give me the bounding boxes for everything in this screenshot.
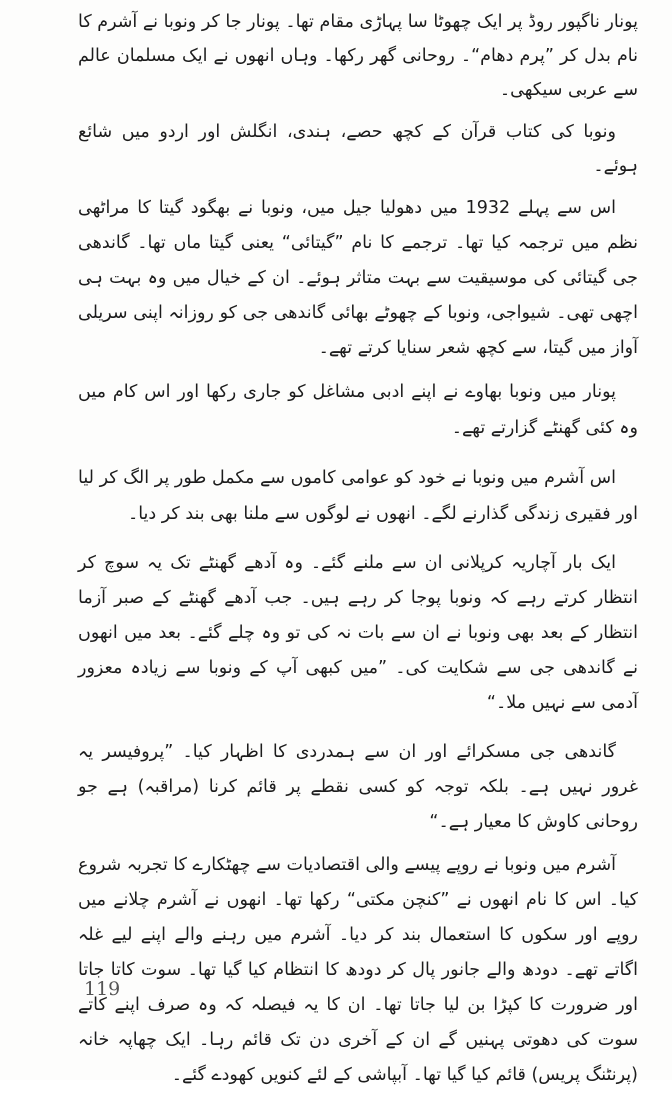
paragraph-gandhi-reply: گاندھی جی مسکرائے اور ان سے ہمدردی کا اظہار کیا۔ ”پروفیسر یہ غرور نہیں ہے۔ بلکہ توجہ کو کسی نقطے پر قائم کرنا (مراقبہ) ہے جو روحانی کاوش کا معیار ہے۔“ — [78, 742, 638, 833]
paragraph-seclusion: اس آشرم میں ونوبا نے خود کو عوامی کاموں سے مکمل طور پر الگ کر لیا اور فقیری زندگی گذارنے لگے۔ انھوں نے لوگوں سے ملنا بھی بند کر دیا۔ — [78, 468, 638, 525]
paragraph-literary-pursuits: پونار میں ونوبا بھاوے نے اپنے ادبی مشاغل کو جاری رکھا اور اس کام میں وہ کئی گھنٹے گزارتے تھے۔ — [78, 382, 638, 439]
page-number: 119 — [84, 978, 121, 1000]
body-text — [78, 6, 638, 1093]
paragraph-ponar-ashram: پونار ناگپور روڈ پر ایک چھوٹا سا پہاڑی مقام تھا۔ پونار جا کر ونوبا نے آشرم کا نام بدل کر ”پرم دھام“۔ روحانی گھر رکھا۔ وہاں انھوں نے ایک مسلمان عالم سے عربی سیکھی۔ — [78, 12, 638, 100]
paragraph-geetai: اس سے پہلے 1932 میں دھولیا جیل میں، ونوبا نے بھگود گیتا کا مراٹھی نظم میں ترجمہ کیا تھا۔ ترجمے کا نام ”گیتائی“ یعنی گیتا ماں تھا۔ گاندھی جی گیتائی کی موسیقیت سے بہت متاثر ہوئے۔ ان کے خیال میں وہ بہت ہی اچھی تھی۔ شیواجی، ونوبا کے چھوٹے بھائی گاندھی جی کو روزانہ اپنی سریلی آواز میں گیتا، سے کچھ شعر سنایا کرتے تھے۔ — [78, 198, 638, 359]
paragraph-quran-book: ونوبا کی کتاب قرآن کے کچھ حصے، ہندی، انگلش اور اردو میں شائع ہوئے۔ — [78, 122, 638, 177]
paragraph-kanchan-mukti: آشرم میں ونوبا نے روپے پیسے والی اقتصادیات سے چھٹکارے کا تجربہ شروع کیا۔ اس کا نام انھوں نے ”کنچن مکتی“ رکھا تھا۔ انھوں نے آشرم چلانے میں روپے اور سکوں کا استعمال بند کر دیا۔ آشرم میں رہنے والے اپنے لیے غلہ اگاتے تھے۔ دودھ والے جانور پال کر دودھ کا انتظام کیا گیا تھا۔ سوت کاتا جاتا اور ضرورت کا کپڑا بن لیا جاتا تھا۔ ان کا یہ فیصلہ کہ وہ صرف اپنے کاتے سوت کی دھوتی پہنیں گے ان کے آخری دن تک قائم رہا۔ ایک چھاپہ خانہ (پرنٹنگ پریس) قائم کیا گیا تھا۔ آبپاشی کے لئے کنویں کھودے گئے۔ — [78, 855, 638, 1086]
paragraph-kripalani-visit: ایک بار آچاریہ کرپلانی ان سے ملنے گئے۔ وہ آدھے گھنٹے تک یہ سوچ کر انتظار کرتے رہے کہ ونوبا پوجا کر رہے ہیں۔ جب آدھے گھنٹے کے صبر آزما انتظار کے بعد بھی ونوبا نے ان سے بات نہ کی تو وہ چلے گئے۔ بعد میں انھوں نے گاندھی جی سے شکایت کی۔ ”میں کبھی آپ کے ونوبا سے زیادہ معزور آدمی سے نہیں ملا۔“ — [78, 553, 638, 714]
